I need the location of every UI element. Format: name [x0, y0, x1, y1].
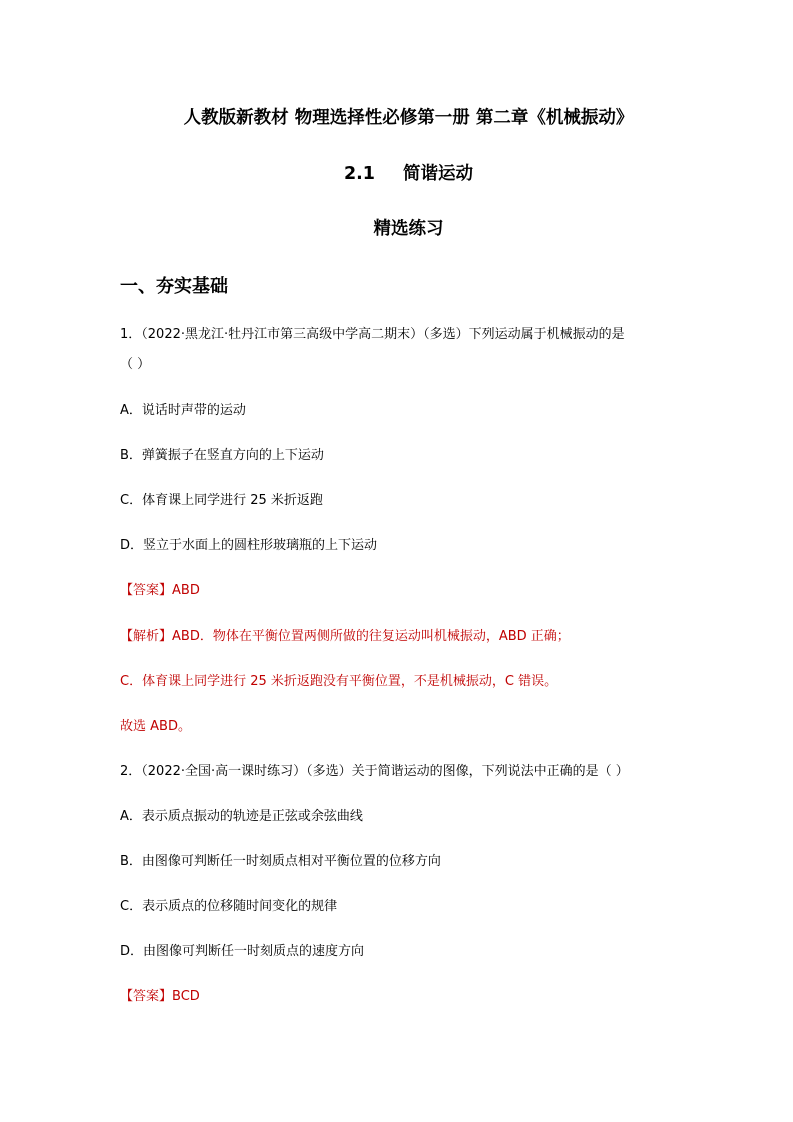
question-1-analysis-line-2: C．体育课上同学进行 25 米折返跑没有平衡位置，不是机械振动，C 错误。 — [120, 674, 558, 689]
analysis-label: 【解析】 — [120, 629, 173, 644]
question-2-option-a: A．表示质点振动的轨迹是正弦或余弦曲线 — [120, 809, 363, 824]
question-1-option-d: D．竖立于水面上的圆柱形玻璃瓶的上下运动 — [120, 538, 378, 553]
section-heading — [0, 160, 793, 185]
answer-value: BCD — [172, 989, 200, 1004]
question-2-option-c: C．表示质点的位移随时间变化的规律 — [120, 899, 338, 914]
question-1-option-b: B．弹簧振子在竖直方向的上下运动 — [120, 448, 324, 463]
answer-value: ABD — [172, 583, 200, 598]
question-1-stem: 1．（2022·黑龙江·牡丹江市第三高级中学高二期末）（多选）下列运动属于机械振动的是 — [120, 327, 625, 342]
section-title: 简谐运动 — [403, 164, 473, 184]
analysis-line-1: ABD．物体在平衡位置两侧所做的往复运动叫机械振动，ABD 正确； — [172, 629, 570, 644]
question-2-answer — [120, 988, 200, 1006]
answer-label: 【答案】 — [120, 583, 173, 598]
question-2-option-d: D．由图像可判断任一时刻质点的速度方向 — [120, 944, 365, 959]
document-title: 人教版新教材 物理选择性必修第一册 第二章《机械振动》 — [183, 108, 634, 128]
question-1-blank: （ ） — [120, 357, 151, 372]
document-subtitle: 精选练习 — [373, 219, 444, 239]
question-2-stem: 2．（2022·全国·高一课时练习）（多选）关于简谐运动的图像，下列说法中正确的是（ ） — [120, 764, 629, 779]
question-1-option-a: A．说话时声带的运动 — [120, 403, 246, 418]
question-2-option-b: B．由图像可判断任一时刻质点相对平衡位置的位移方向 — [120, 854, 441, 869]
question-1-analysis — [120, 628, 570, 646]
answer-label: 【答案】 — [120, 989, 173, 1004]
question-1-conclusion: 故选 ABD。 — [120, 719, 191, 734]
part-heading: 一、夯实基础 — [120, 276, 228, 297]
section-number: 2.1 — [343, 164, 375, 184]
question-1-answer — [120, 582, 200, 600]
question-1-option-c: C．体育课上同学进行 25 米折返跑 — [120, 493, 323, 508]
